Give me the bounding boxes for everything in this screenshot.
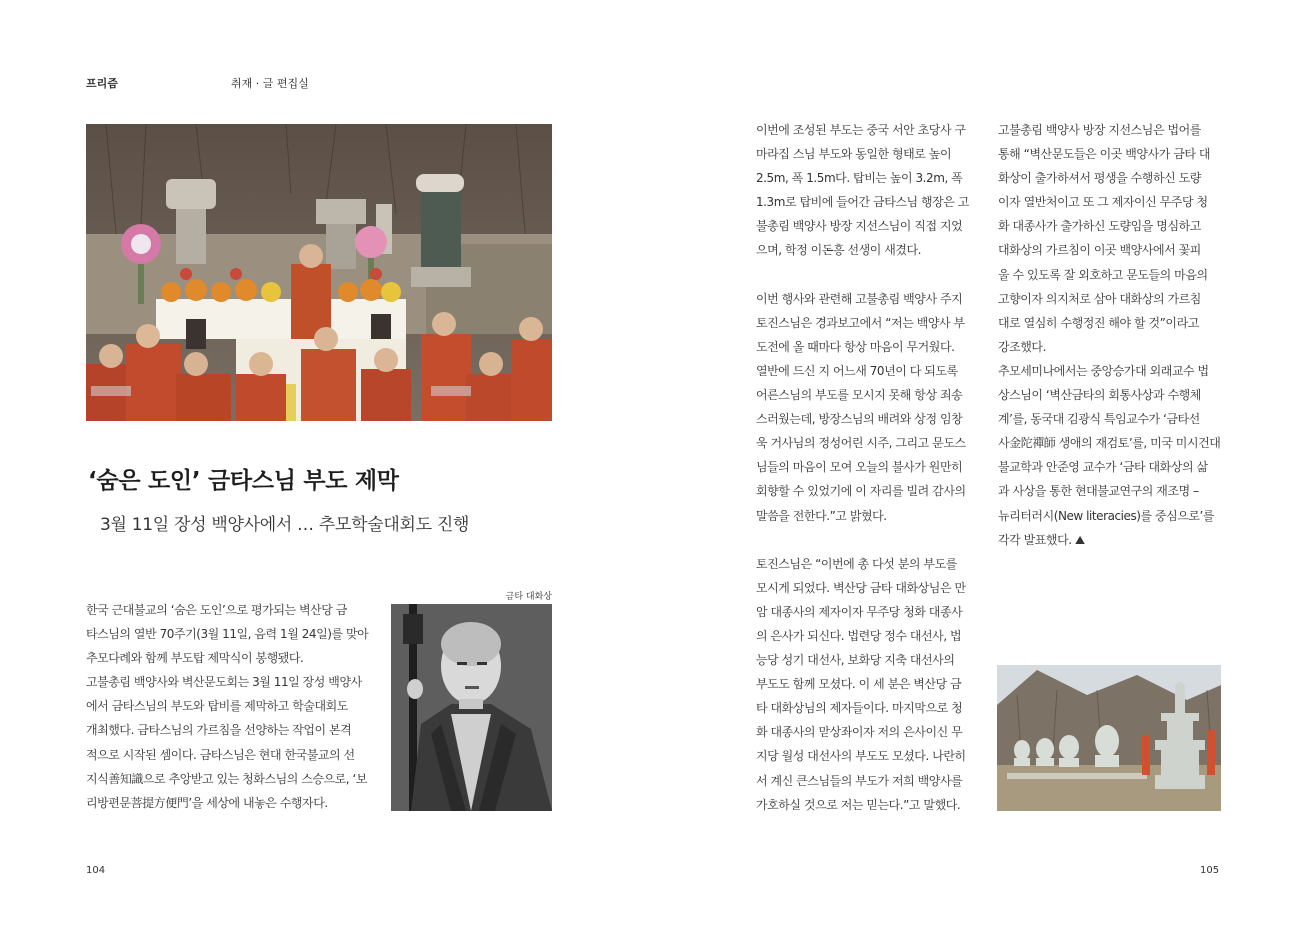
body-line: 화상이 출가하셔서 평생을 수행하신 도량 [998, 171, 1201, 186]
body-line: 추모다례와 함께 부도탑 제막식이 봉행됐다. [86, 651, 304, 666]
body-line: 으며, 학정 이돈흥 선생이 새겼다. [756, 243, 922, 258]
body-line: 사金陀禪師 생애의 재검토’를, 미국 미시건대 [998, 436, 1221, 451]
body-line: 개최했다. 금타스님의 가르침을 선양하는 작업이 본격 [86, 723, 352, 738]
body-line: 암 대종사의 제자이자 무주당 청화 대종사 [756, 604, 963, 619]
paragraph-gap [756, 528, 986, 552]
body-line: 에서 금타스님의 부도와 탑비를 제막하고 학술대회도 [86, 699, 348, 714]
page-number-left: 104 [86, 865, 106, 876]
article-subtitle: 3월 11일 장성 백양사에서 … 추모학술대회도 진행 [100, 515, 470, 535]
body-line: 가호하실 것으로 저는 믿는다.”고 말했다. [756, 797, 961, 812]
body-line: 뉴리터러시(New literacies)를 중심으로’를 [998, 508, 1215, 523]
body-line: 님들의 마음이 모여 오늘의 불사가 원만히 [756, 460, 963, 475]
body-line: 이번 행사와 관련해 고불총림 백양사 주지 [756, 291, 963, 306]
body-line: 고불총림 백양사와 벽산문도회는 3월 11일 장성 백양사 [86, 675, 362, 690]
body-line: 지식善知識으로 추앙받고 있는 청화스님의 스승으로, ‘보 [86, 771, 368, 786]
body-line: 과 사상을 통한 현대불교연구의 재조명 – [998, 484, 1199, 499]
body-line: 리방편문菩提方便門’을 세상에 내놓은 수행자다. [86, 795, 328, 810]
body-line: 불총림 백양사 방장 지선스님이 직접 지었 [756, 219, 963, 234]
body-line: 대화상의 가르침이 이곳 백양사에서 꽃피 [998, 243, 1201, 258]
body-line: 상스님이 ‘벽산금타의 회통사상과 수행체 [998, 388, 1201, 403]
right-column-text [998, 118, 1226, 552]
body-line: 어른스님의 부도를 모시지 못해 항상 죄송 [756, 388, 963, 403]
body-line: 말씀을 전한다.”고 밝혔다. [756, 508, 887, 523]
body-line: 통해 “벽산문도들은 이곳 백양사가 금타 대 [998, 147, 1211, 162]
body-line: 강조했다. [998, 339, 1046, 354]
body-line: 열반에 드신 지 어느새 70년이 다 되도록 [756, 363, 958, 378]
portrait-photo [391, 604, 552, 811]
body-line: 적으로 시작된 셈이다. 금타스님은 현대 한국불교의 선 [86, 747, 355, 762]
body-line: 불교학과 안준영 교수가 ‘금타 대화상의 삶 [998, 460, 1208, 475]
body-line: 2.5m, 폭 1.5m다. 탑비는 높이 3.2m, 폭 [756, 171, 963, 186]
body-line: 모시게 되었다. 벽산당 금타 대화상님은 만 [756, 580, 966, 595]
body-line: 부도도 함께 모셨다. 이 세 분은 벽산당 금 [756, 677, 962, 692]
body-line: 울 수 있도록 잘 외호하고 문도들의 마음의 [998, 267, 1208, 282]
body-line: 도전에 올 때마다 항상 마음이 무거웠다. [756, 339, 955, 354]
body-line: 의 은사가 되신다. 법련당 정수 대선사, 법 [756, 628, 962, 643]
body-line: 회향할 수 있었기에 이 자리를 빌려 감사의 [756, 484, 966, 499]
page-number-right: 105 [1200, 865, 1220, 876]
body-line: 능당 성기 대선사, 보화당 지축 대선사의 [756, 653, 955, 668]
body-line: 계’를, 동국대 김광식 특임교수가 ‘금타선 [998, 412, 1200, 427]
section-label: 프리즘 [86, 77, 118, 90]
body-line: 이번에 조성된 부도는 중국 서안 초당사 구 [756, 123, 966, 137]
ceremony-photo [86, 124, 552, 421]
article-title: ‘숨은 도인’ 금타스님 부도 제막 [88, 468, 399, 494]
body-line: 토진스님은 경과보고에서 “저는 백양사 부 [756, 315, 965, 330]
body-line: 1.3m로 탑비에 들어간 금타스님 행장은 고 [756, 195, 969, 210]
body-line: 화 대종사가 출가하신 도량임을 명심하고 [998, 219, 1201, 234]
body-line: 서 계신 큰스님들의 부도가 저희 백양사를 [756, 773, 963, 788]
body-line: 각각 발표했다. ⛰ [998, 532, 1085, 547]
body-line: 추모세미나에서는 중앙승가대 외래교수 법 [998, 363, 1209, 378]
body-line: 고불총림 백양사 방장 지선스님은 법어를 [998, 123, 1201, 137]
body-line: 대로 열심히 수행정진 해야 할 것”이라고 [998, 315, 1199, 330]
body-line: 이자 열반처이고 또 그 제자이신 무주당 청 [998, 195, 1208, 210]
body-line: 고향이자 의지처로 삼아 대화상의 가르침 [998, 291, 1201, 306]
body-line: 화 대종사의 맏상좌이자 저의 은사이신 무 [756, 725, 963, 740]
body-line: 욱 거사님의 정성어린 시주, 그리고 문도스 [756, 436, 966, 451]
paragraph-gap [756, 263, 986, 287]
body-line: 지당 월성 대선사의 부도도 모셨다. 나란히 [756, 749, 966, 764]
left-column-text [86, 598, 376, 815]
body-line: 토진스님은 “이번에 총 다섯 분의 부도를 [756, 556, 957, 571]
middle-column-text [756, 118, 986, 817]
body-line: 타 대화상님의 제자들이다. 마지막으로 청 [756, 701, 963, 716]
stupa-photo [997, 665, 1221, 811]
body-line: 스러웠는데, 방장스님의 배려와 상정 임창 [756, 412, 963, 427]
body-line: 한국 근대불교의 ‘숨은 도인’으로 평가되는 벽산당 금 [86, 603, 347, 617]
credit-line: 취재 · 글 편집실 [231, 77, 309, 90]
body-line: 마라집 스님 부도와 동일한 형태로 높이 [756, 147, 952, 162]
portrait-caption: 금타 대화상 [505, 592, 552, 602]
body-line: 타스님의 열반 70주기(3월 11일, 음력 1월 24일)를 맞아 [86, 627, 369, 642]
